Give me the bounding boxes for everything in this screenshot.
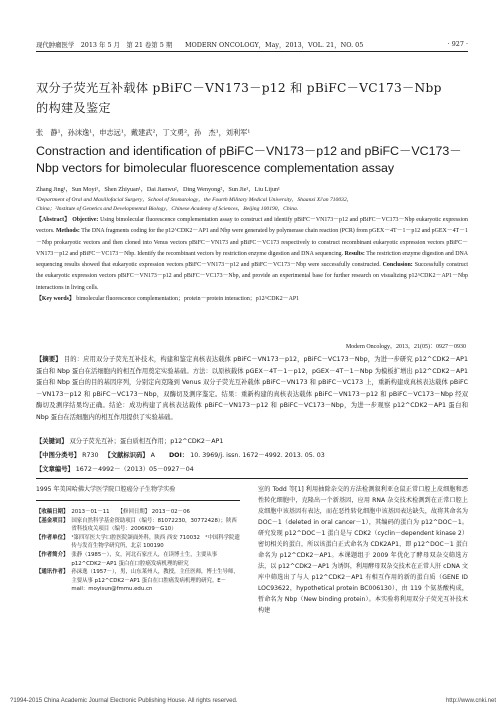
running-header	[36, 40, 468, 49]
intro-left-column: 1995 年美国哈佛大学医学院口腔癌分子生物学实验	[36, 486, 176, 493]
note-item	[36, 568, 240, 594]
doi-label: DOI：	[168, 452, 189, 459]
keywords-text-zh: 双分子荧光互补；蛋白质相互作用；p12^CDK2－AP1	[69, 438, 224, 445]
doi-value: 10. 3969/j. issn. 1672－4992. 2013. 05. 03	[190, 452, 325, 459]
page-number: · 927 ·	[447, 40, 468, 48]
note-item	[36, 508, 240, 517]
doc-code-label: 【文献标识码】	[104, 452, 149, 459]
abstract-chinese	[36, 354, 468, 424]
article-number	[36, 464, 468, 473]
note-item	[36, 551, 240, 568]
results-label: Results:	[344, 250, 365, 257]
journal-info: 现代肿瘤医学 2013 年 5 月 第 21 卷第 5 期 MODERN ONCOLOGY，May，2013，VOL. 21，NO. 05	[36, 41, 364, 49]
objective-label: Objective:	[72, 217, 99, 223]
abstract-label-zh: 【摘要】	[36, 356, 62, 363]
affiliation-line: China；²Institute of Genetics and Developmental Biology，Chinese Academy of Sciences，Beijing 100190，China.	[36, 205, 299, 212]
clc-value: R730	[82, 452, 99, 459]
header-rule	[36, 51, 468, 52]
keywords-label-en: 【Key words】	[36, 296, 75, 303]
note-key: 【作者单位】	[36, 534, 69, 541]
keywords-chinese	[36, 436, 468, 445]
note-value: 2013－01－11 【修回日期】 2013－02－06	[71, 509, 190, 515]
footnotes	[36, 508, 240, 594]
affiliation-line: ¹Department of Oral and Maxillofacial Surgery，School of Stomatology，the Fourth Military Medical University，Shaanxi Xi'an 710032，	[36, 197, 353, 203]
note-key: 【通讯作者】	[36, 569, 69, 576]
conclusion-text: Successfully construct the eukaryotic expression vectors pBiFC－VN173－p12 and pBiFC－VC173－Nbp, and provide an experimental base for further research on visualizing p12^CDK2－AP1－Nbp interactions in living cells.	[36, 262, 468, 291]
intro-right-column: 室的 Todd 等[1] 利用抽除杂交的方法检测叙利亚仓鼠正常口腔上皮细胞和恶性转化细胞中，克隆出一个新基因，应用 RNA 杂交技术检测到在正常口腔上皮细胞中该基因有表达，而在恶性转化细胞中该基因表达缺失，故将其命名为 DOC－1（deleted in oral cancer－1），其编码的蛋白为 p12^DOC－1。研究发现 p12^DOC－1 蛋白是与 CDK2（cyclin－dependent kinase 2）密切相关的蛋白，所以该蛋白正式命名为 CDK2AP1，即 p12^DOC－1 蛋白命名为 p12^CDK2－AP1。本课题组于 2009 年优化了酵母双杂交筛选方法，以 p12^CDK2－AP1 为诱饵，利用酵母双杂交技术在正常人肝 cDNA 文库中筛选出了与人 p12^CDK2－AP1 有相互作用的新的蛋白质（GENE ID LOC93622，hypothetical protein BC006130），由 119 个氨基酸构成，暂命名为 Nbp（New binding protein）。本实验将利用双分子荧光互补技术构建	[258, 486, 468, 614]
notes-rule	[36, 500, 240, 501]
methods-label: Methods:	[55, 228, 80, 235]
objective-text: Using bimolecular fluorescence complementation assay to construct and identify pBiFC－VN173－p12 and pBiFC－VC173－Nbp eukaryotic expression vectors.	[36, 217, 468, 235]
note-key: 【作者简介】	[36, 551, 69, 558]
abstract-text-zh: 目的：应用双分子荧光互补技术，构建和鉴定真核表达载体 pBiFC－VN173－p12，pBiFC－VC173－Nbp，为进一步研究 p12^CDK2－AP1 蛋白和 Nbp 蛋白在活细胞内的相互作用奠定实验基础。方法：以原核载体 pGEX－4T－1－p12，pGEX－4T－1－Nbp 为模板扩增出 p12^CDK2－AP1 蛋白和 Nbp 蛋白的目的基因序列，分别定向克隆到 Venus 双分子荧光互补载体 pBiFC－VN173 和 pBiFC－VC173 上，重新构建成真核表达载体 pBiFC－VN173－p12 和 pBiFC－VC173－Nbp，双酶切及测序鉴定。结果：重新构建的真核表达载体 pBiFC－VN173－p12 和 pBiFC－VC173－Nbp 经双酶切及测序结果均正确。结论：成功构建了真核表达载体 pBiFC－VN173－p12 和 pBiFC－VC173－Nbp，为进一步观察 p12^CDK2－AP1 蛋白和 Nbp 蛋白在活细胞内的相互作用提供了实验基础。	[36, 356, 468, 421]
article-number-value: 1672－4992－（2013）05－0927－04	[75, 466, 194, 473]
footer	[10, 698, 496, 704]
note-item	[36, 534, 240, 551]
note-value: 张静（1985－），女，河北石家庄人，在读博士生，主要从事 p12^CDK2－AP1 蛋白在口腔癌发病机理的研究	[71, 551, 218, 567]
footer-copyright: ?1994-2015 China Academic Journal Electronic Publishing House. All rights reserved.	[10, 698, 238, 704]
keywords-label-zh: 【关键词】	[36, 438, 68, 445]
keywords-text-en: bimolecular fluorescence complementation；protein－protein interaction；p12^CDK2－AP1	[76, 296, 300, 303]
classification-line	[36, 450, 468, 459]
abstract-english	[36, 215, 468, 305]
section-rule	[36, 478, 468, 479]
note-value: ¹第四军医大学口腔医院颌面外科，陕西 西安 710032 ²中国科学院遗传与发育生物学研究所，北京 100190	[71, 534, 240, 550]
clc-label: 【中图分类号】	[36, 452, 81, 459]
title-english: Constraction and identification of pBiFC－VN173－p12 and pBiFC－VC173－Nbp vectors for bimolecular fluorescence complementation assay	[36, 144, 462, 175]
doc-code-value: A	[150, 452, 155, 459]
results-text: The restriction enzyme digestion and DNA sequencing results showed that eukaryotic expression vectors pBiFC－VN173－p12 and pBiFC－VC173－Nbp were successfully constructed.	[36, 250, 468, 269]
note-value: 孙沫逸（1957－），男，山东莱州人，教授，主任医师，博士生导师，主要从事 p12^CDK2－AP1 蛋白在口腔癌发病机理的研究。E－mail：moyisun@fmmu.edu.cn	[71, 569, 239, 593]
note-key: 【收稿日期】	[36, 509, 69, 515]
title-chinese: 双分子荧光互补载体 pBiFC－VN173－p12 和 pBiFC－VC173－Nbp 的构建及鉴定	[36, 81, 442, 115]
footer-url[interactable]: http://www.cnki.net	[445, 698, 496, 704]
authors-english: Zhang Jing¹，Sun Moyi¹，Shen Zhiyuan¹，Dai Jianwu²，Ding Wenyong²，Sun Jie¹，Liu Lijun¹	[36, 186, 280, 193]
article-number-label: 【文章编号】	[36, 466, 74, 473]
conclusion-label: Conclusion:	[382, 262, 413, 269]
affiliations	[36, 196, 468, 213]
authors-chinese: 张 静¹，孙沫逸¹，申志远¹，戴建武²，丁文勇²，孙 杰¹，刘利军¹	[36, 128, 251, 137]
abstract-label: 【Abstract】	[36, 217, 71, 223]
methods-text: The DNA fragments coding for the p12^CDK2－AP1 and Nbp were generated by polymerase chain reaction (PCR) from pGEX－4T－1－p12 and pGEX－4T－1－Nbp prokaryotic vectors and then cloned into Venus vectors pBiFC－VN173 and pBiFC－VC173 respectively to construct recombinant eukaryotic expression vectors pBiFC－VN173－p12 and pBiFC－VC173－Nbp. Identify the recombinant vectors by restriction enzyme digestion and DNA sequencing.	[36, 228, 468, 257]
note-key: 【基金项目】	[36, 517, 69, 524]
note-value: 国家自然科学基金资助项目（编号：81072230，30772428）；陕西省科技攻关项目（编号：2006K09－G10）	[71, 517, 237, 533]
citation: Modern Oncology，2013，21(05)：0927－0930	[345, 344, 466, 350]
note-item	[36, 517, 240, 534]
